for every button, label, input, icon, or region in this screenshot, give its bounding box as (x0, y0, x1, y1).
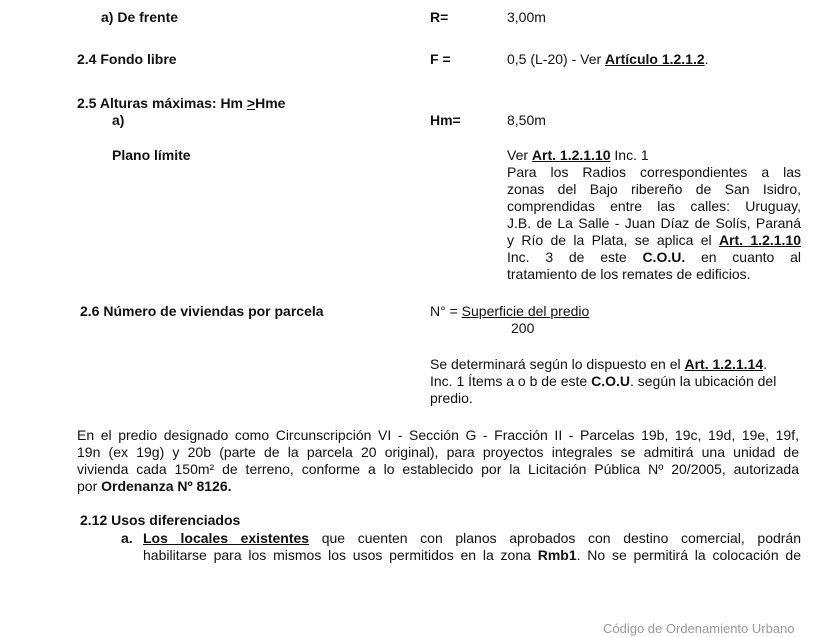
ordenanza-8126: Ordenanza Nº 8126. (101, 478, 232, 494)
formula-denominator: 200 (511, 320, 535, 336)
alturas-maximas-heading (77, 95, 285, 112)
viviendas-desc-line-2-text: Inc. 1 Ítems a o b de este (430, 373, 592, 389)
page-footer: Código de Ordenamiento Urbano (603, 621, 795, 636)
viviendas-desc-line-2-suffix: . según la ubicación del (629, 373, 777, 389)
viviendas-desc-line-2 (430, 373, 802, 390)
plano-limite-line-8: tratamiento de los remates de edificios. (507, 266, 751, 282)
plano-limite-line-7 (507, 249, 801, 266)
plano-limite-para-line: comprendidas entre las calles: Uruguay, (507, 198, 801, 214)
retiro-frente-value: 3,00m (507, 9, 546, 25)
alturas-title-text: 2.5 Alturas máximas: Hm (77, 95, 247, 111)
usos-item-a-line-2 (143, 547, 801, 564)
cou-abbrev-2: C.O.U (591, 373, 630, 389)
fondo-libre-value-text: 0,5 (L-20) - Ver (507, 51, 606, 67)
viviendas-desc-line-1-suffix: . (763, 356, 767, 372)
hm-value: 8,50m (507, 112, 546, 128)
usos-item-a-line-1 (143, 530, 801, 547)
predio-paragraph-last-line (77, 478, 799, 495)
viviendas-heading: 2.6 Número de viviendas por parcela (80, 303, 324, 319)
fondo-libre-value-suffix: . (704, 51, 709, 67)
retiro-frente-symbol: R= (430, 9, 449, 25)
viviendas-desc-line-1 (430, 356, 802, 373)
usos-item-a-text (143, 530, 801, 564)
art-1-2-1-10-link[interactable]: Art. 1.2.1.10 (531, 147, 611, 163)
art-1-2-1-14-link[interactable]: Art. 1.2.1.14 (684, 356, 764, 372)
plano-limite-text (507, 147, 801, 283)
art-1-2-1-10-link-2[interactable]: Art. 1.2.1.10 (718, 232, 801, 248)
usos-item-a-line-2-text: habilitarse para los mismos los usos permitidos en la zona (143, 547, 538, 563)
predio-paragraph-line: vivienda cada 150m² de terreno, conforme a lo establecido por la Licitación Pública Nº 20/2005, autorizada (77, 461, 799, 477)
formula-prefix: N° = (430, 303, 462, 319)
predio-paragraph (77, 427, 799, 495)
plano-limite-para-line: zonas del Bajo ribereño de San Isidro, (507, 181, 801, 197)
plano-limite-line-6 (507, 232, 801, 249)
plano-limite-line-7-text: Inc. 3 de este (507, 249, 643, 265)
articulo-1-2-1-2-link[interactable]: Artículo 1.2.1.2 (605, 51, 705, 67)
alturas-item-a-label: a) (112, 112, 125, 128)
zona-rmb1: Rmb1 (537, 547, 577, 563)
plano-limite-line-1 (507, 147, 801, 164)
plano-limite-ver: Ver (507, 147, 532, 163)
plano-limite-line-7-suffix: en cuanto al (685, 249, 802, 265)
plano-limite-para-line: Para los Radios correspondientes a las (507, 164, 801, 180)
fondo-libre-value (507, 51, 709, 68)
fondo-libre-symbol: F = (430, 51, 451, 67)
viviendas-formula (430, 303, 589, 320)
formula-numerator: Superficie del predio (461, 303, 590, 319)
hm-symbol: Hm= (430, 112, 461, 128)
de-frente-label: a) De frente (101, 9, 179, 25)
usos-item-a-marker: a. (121, 530, 133, 546)
alturas-title-suffix: Hme (255, 95, 286, 111)
plano-limite-line-6-text: y Río de la Plata, se aplica el (507, 232, 719, 248)
usos-diferenciados-heading: 2.12 Usos diferenciados (80, 512, 241, 528)
usos-item-a-line-1-text: que cuenten con planos aprobados con destino comercial, podrán (309, 530, 801, 546)
viviendas-desc-line-1-text: Se determinará según lo dispuesto en el (430, 356, 685, 372)
locales-existentes-link[interactable]: Los locales existentes (143, 530, 310, 546)
fondo-libre-heading: 2.4 Fondo libre (77, 51, 177, 67)
plano-limite-label: Plano límite (112, 147, 191, 163)
usos-item-a-line-2-suffix: . No se permitirá la colocación de (576, 547, 801, 563)
predio-paragraph-por: por (77, 478, 102, 494)
cou-abbrev: C.O.U. (642, 249, 686, 265)
predio-paragraph-line: 19n (ex 19g) y 20b (parte de la parcela 20 original), para proyectos integrales se admitirá una unidad de (77, 444, 799, 460)
viviendas-description (430, 356, 802, 407)
viviendas-desc-line-3: predio. (430, 390, 473, 406)
plano-limite-para-line: J.B. de La Salle - Juan Díaz de Solís, Paraná (507, 215, 801, 231)
plano-limite-inc: Inc. 1 (610, 147, 649, 163)
greater-equal-symbol: > (246, 95, 256, 111)
predio-paragraph-line: En el predio designado como Circunscripción VI - Sección G - Fracción II - Parcelas 19b, 19c, 19d, 19e, 19f, (77, 427, 799, 443)
